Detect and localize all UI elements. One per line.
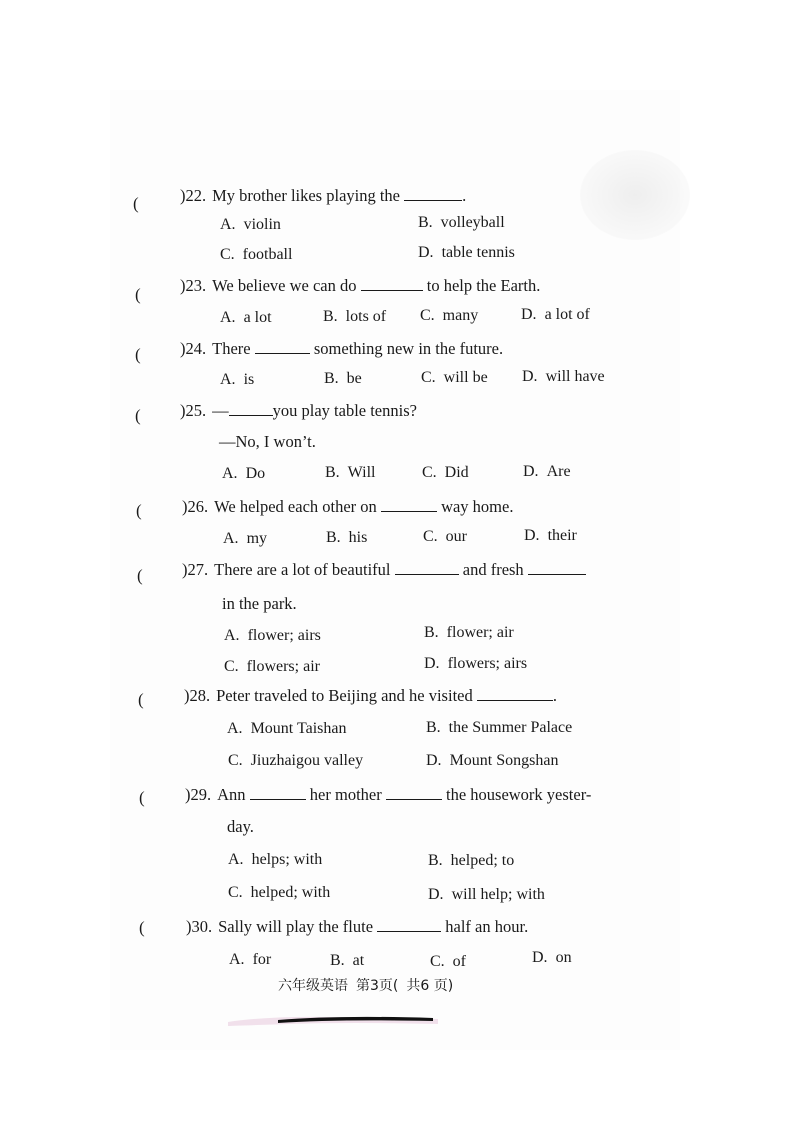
option-d[interactable]: D. Mount Songshan [426,752,559,769]
option-a[interactable]: A. is [220,371,255,388]
question-24 [180,339,503,359]
option-c[interactable]: C. Jiuzhaigou valley [228,752,364,769]
question-text: We believe we can do [212,276,357,295]
answer-bracket[interactable]: ( [139,918,145,937]
question-28 [184,686,557,706]
question-text: Ann [217,785,246,804]
option-c[interactable]: C. will be [421,369,488,386]
answer-bracket[interactable]: ( [138,690,144,709]
answer-blank[interactable] [404,186,462,201]
question-number: )25. [180,401,207,420]
question-text: half an hour. [445,917,529,936]
question-number: )22. [180,186,207,205]
footer-subject: 六年级英语 [278,978,348,994]
option-a[interactable]: A. flower; airs [224,627,321,644]
scan-shadow [580,150,690,240]
question-30 [186,917,528,937]
option-b[interactable]: B. be [324,370,362,387]
option-c[interactable]: C. flowers; air [224,658,320,675]
option-a[interactable]: A. helps; with [228,851,323,868]
question-25-reply: —No, I won’t. [219,432,316,451]
option-b[interactable]: B. Will [325,464,376,481]
option-b[interactable]: B. flower; air [424,624,514,641]
question-23 [180,276,540,296]
question-text: Peter traveled to Beijing and he visited [216,686,473,705]
question-27 [182,560,586,580]
question-text: . [462,186,467,205]
question-text: and fresh [462,560,524,579]
option-b[interactable]: B. his [326,529,368,546]
question-text: There [212,339,251,358]
option-d[interactable]: D. will have [522,368,605,385]
question-text: something new in the future. [313,339,504,358]
question-number: )24. [180,339,207,358]
question-text: My brother likes playing the [212,186,401,205]
option-c[interactable]: C. our [423,528,467,545]
option-d[interactable]: D. their [524,527,577,544]
option-d[interactable]: D. Are [523,463,571,480]
answer-blank[interactable] [250,785,306,800]
question-number: )27. [182,560,209,579]
option-c[interactable]: C. of [430,953,466,970]
option-c[interactable]: C. many [420,307,479,324]
option-d[interactable]: D. on [532,949,572,966]
option-b[interactable]: B. at [330,952,365,969]
question-text: way home. [441,497,514,516]
question-25 [180,401,417,421]
page-footer [278,975,461,995]
question-29 [185,785,591,805]
option-b[interactable]: B. lots of [323,308,387,325]
option-d[interactable]: D. will help; with [428,886,545,903]
answer-blank[interactable] [377,917,441,932]
option-c[interactable]: C. helped; with [228,884,331,901]
option-a[interactable]: A. for [229,951,272,968]
option-a[interactable]: A. a lot [220,309,272,326]
answer-blank[interactable] [381,497,437,512]
question-text: her mother [309,785,382,804]
question-number: )23. [180,276,207,295]
option-a[interactable]: A. my [223,530,268,547]
scan-smear [228,1012,438,1026]
question-text: you play table tennis? [272,401,417,420]
footer-page: 第3页( [356,978,399,994]
answer-bracket[interactable]: ( [135,285,141,304]
option-c[interactable]: C. Did [422,464,469,481]
answer-bracket[interactable]: ( [135,345,141,364]
option-d[interactable]: D. a lot of [521,306,590,323]
question-number: )29. [185,785,212,804]
answer-blank[interactable] [477,686,553,701]
answer-blank[interactable] [395,560,459,575]
question-number: )28. [184,686,211,705]
option-a[interactable]: A. Mount Taishan [227,720,347,737]
option-b[interactable]: B. the Summer Palace [426,719,573,736]
question-29-continued: day. [227,817,254,836]
footer-total: 共6 页) [406,978,454,994]
question-text: There are a lot of beautiful [214,560,391,579]
option-a[interactable]: A. Do [222,465,266,482]
question-text: — [212,401,229,420]
question-text: We helped each other on [214,497,377,516]
question-text: the housework yester- [445,785,592,804]
question-number: )30. [186,917,213,936]
answer-blank[interactable] [255,339,310,354]
answer-blank[interactable] [229,401,273,416]
answer-bracket[interactable]: ( [136,501,142,520]
answer-bracket[interactable]: ( [133,194,139,213]
answer-bracket[interactable]: ( [135,406,141,425]
option-d[interactable]: D. table tennis [418,244,515,261]
question-26 [182,497,513,517]
option-a[interactable]: A. violin [220,216,281,233]
option-b[interactable]: B. volleyball [418,214,505,231]
option-b[interactable]: B. helped; to [428,852,515,869]
question-text: to help the Earth. [426,276,541,295]
option-d[interactable]: D. flowers; airs [424,655,528,672]
answer-blank[interactable] [386,785,442,800]
answer-blank[interactable] [528,560,586,575]
answer-blank[interactable] [361,276,423,291]
question-number: )26. [182,497,209,516]
question-text: Sally will play the flute [218,917,374,936]
question-27-continued: in the park. [222,594,297,613]
option-c[interactable]: C. football [220,246,293,263]
question-22 [180,186,466,206]
answer-bracket[interactable]: ( [139,788,145,807]
question-text: . [552,686,557,705]
answer-bracket[interactable]: ( [137,566,143,585]
